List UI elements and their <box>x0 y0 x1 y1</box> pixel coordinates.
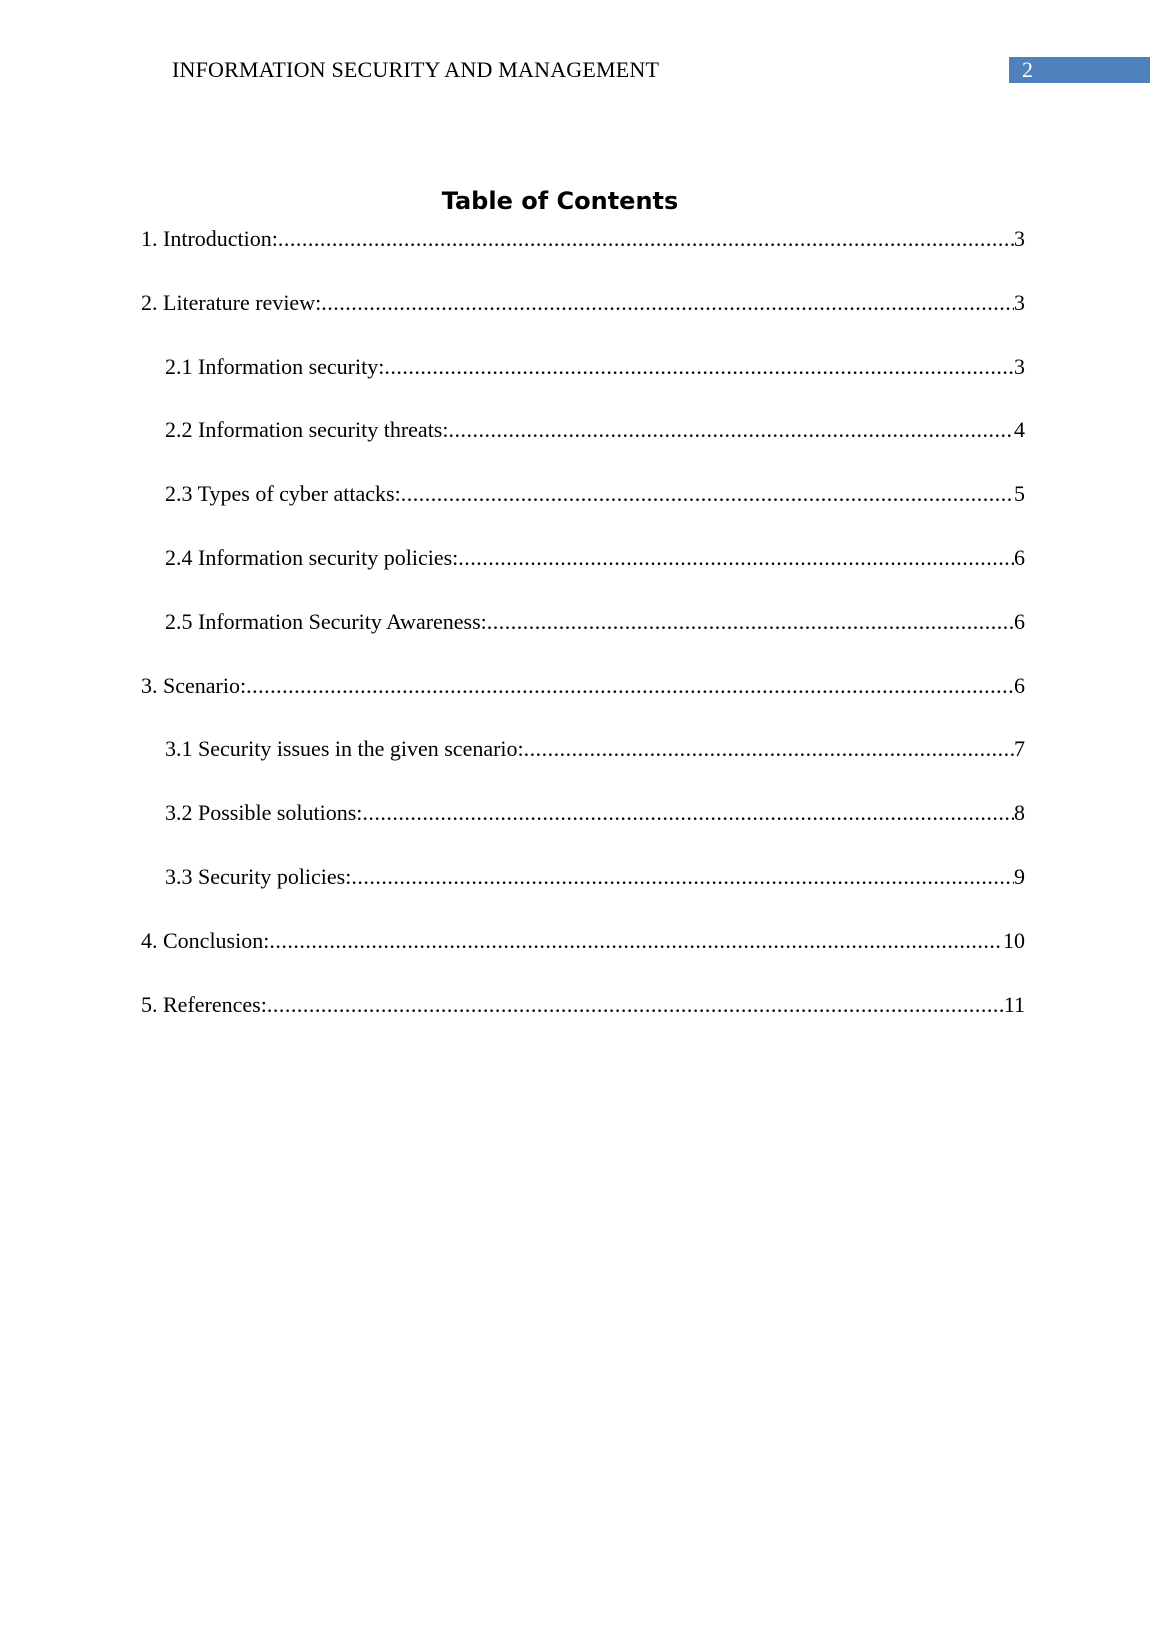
page-number-badge <box>1009 57 1150 83</box>
toc-entry-label: 4. Conclusion: <box>141 927 270 953</box>
toc-entry-literature-review[interactable] <box>141 285 1025 349</box>
toc-entry-possible-solutions[interactable] <box>141 795 1025 859</box>
toc-entry-label: 5. References: <box>141 991 267 1017</box>
toc-entry-introduction[interactable] <box>141 221 1025 285</box>
toc-entry-security-awareness[interactable] <box>141 604 1025 668</box>
toc-entry-page: 11 <box>1003 991 1025 1017</box>
toc-entry-security-issues[interactable] <box>141 731 1025 795</box>
toc-dot-leader <box>487 604 1014 640</box>
toc-dot-leader <box>384 349 1014 385</box>
toc-entry-page: 7 <box>1014 736 1025 762</box>
toc-dot-leader <box>448 412 1014 448</box>
toc-entry-security-policies[interactable] <box>141 540 1025 604</box>
toc-entry-page: 4 <box>1014 417 1025 443</box>
running-header-title: INFORMATION SECURITY AND MANAGEMENT <box>172 57 660 82</box>
table-of-contents <box>141 221 1025 1050</box>
toc-entry-label: 2.1 Information security: <box>165 353 385 379</box>
toc-dot-leader <box>269 923 1003 959</box>
toc-dot-leader <box>524 731 1014 767</box>
toc-entry-label: 2.4 Information security policies: <box>165 544 459 570</box>
toc-entry-page: 6 <box>1014 672 1025 698</box>
toc-entry-label: 3. Scenario: <box>141 672 247 698</box>
toc-entry-label: 2. Literature review: <box>141 289 322 315</box>
toc-entry-scenario-security-policies[interactable] <box>141 859 1025 923</box>
toc-dot-leader <box>401 476 1014 512</box>
toc-entry-page: 3 <box>1014 289 1025 315</box>
page-number: 2 <box>1022 57 1033 82</box>
toc-entry-label: 2.3 Types of cyber attacks: <box>165 481 401 507</box>
toc-entry-page: 6 <box>1014 544 1025 570</box>
toc-entry-page: 3 <box>1014 226 1025 251</box>
toc-entry-references[interactable] <box>141 987 1025 1051</box>
toc-dot-leader <box>351 859 1014 895</box>
toc-entry-cyber-attacks[interactable] <box>141 476 1025 540</box>
toc-dot-leader <box>267 987 1004 1023</box>
toc-dot-leader <box>458 540 1014 576</box>
toc-dot-leader <box>246 668 1014 704</box>
toc-entry-label: 2.2 Information security threats: <box>165 417 449 443</box>
toc-entry-page: 10 <box>1003 927 1025 953</box>
toc-entry-page: 5 <box>1014 481 1025 507</box>
toc-entry-label: 3.3 Security policies: <box>165 863 352 889</box>
toc-entry-conclusion[interactable] <box>141 923 1025 987</box>
toc-entry-label: 1. Introduction: <box>141 226 278 251</box>
toc-entry-label: 3.1 Security issues in the given scenario: <box>165 736 524 762</box>
toc-entry-page: 6 <box>1014 608 1025 634</box>
toc-entry-information-security[interactable] <box>141 349 1025 413</box>
toc-entry-label: 3.2 Possible solutions: <box>165 800 363 826</box>
toc-entry-security-threats[interactable] <box>141 412 1025 476</box>
toc-dot-leader <box>321 285 1014 321</box>
toc-entry-page: 9 <box>1014 863 1025 889</box>
toc-entry-page: 3 <box>1014 353 1025 379</box>
toc-entry-scenario[interactable] <box>141 668 1025 732</box>
toc-heading: Table of Contents <box>441 187 679 215</box>
toc-entry-label: 2.5 Information Security Awareness: <box>165 608 487 634</box>
toc-dot-leader <box>278 221 1014 257</box>
toc-entry-page: 8 <box>1014 800 1025 826</box>
toc-dot-leader <box>362 795 1014 831</box>
